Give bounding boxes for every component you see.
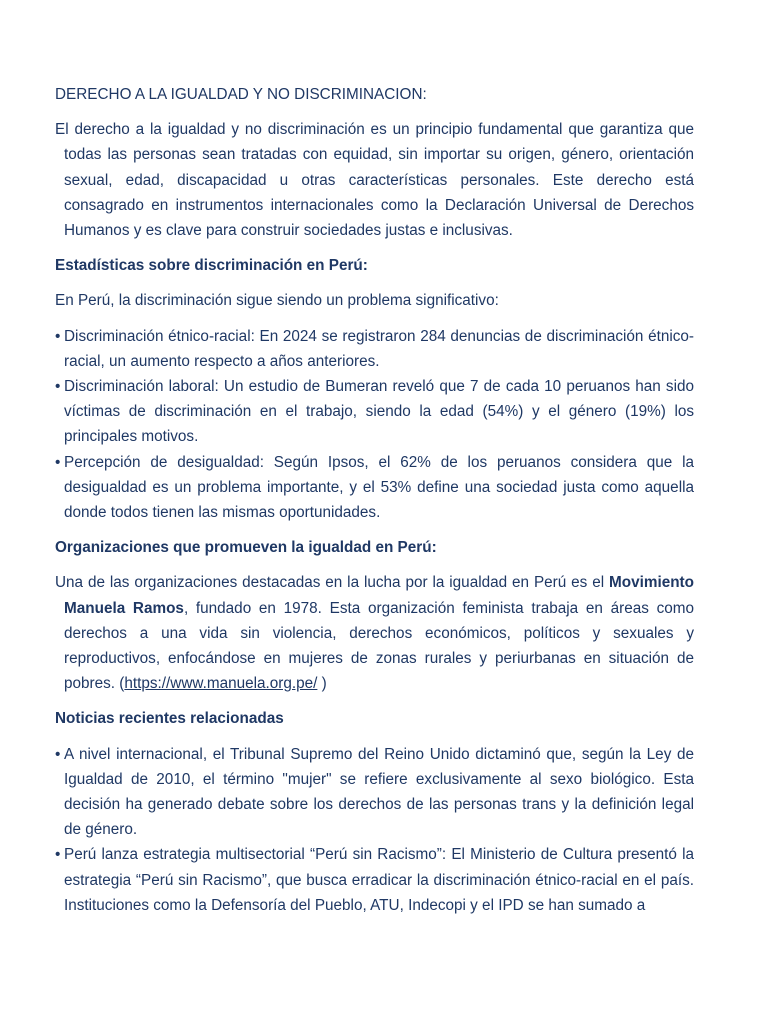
manuela-link[interactable]: https://www.manuela.org.pe/ [124,675,318,693]
stats-heading: Estadísticas sobre discriminación en Perú: [55,257,368,275]
news-heading: Noticias recientes relacionadas [55,710,284,728]
bullet-icon: • [55,846,61,864]
list-item [55,324,694,374]
org-name: Movimiento Manuela Ramos [64,574,694,617]
orgs-heading: Organizaciones que promueven la igualdad en Perú: [55,539,437,557]
orgs-paragraph [55,570,694,696]
list-item-text: Perú lanza estrategia multisectorial “Perú sin Racismo”: El Ministerio de Cultura presentó la estrategia “Perú sin Racismo”, que busca erradicar la discriminación étnico-racial en el país. Instituciones como la Defensoría del Pueblo, ATU, Indecopi y el IPD se han sumado a [64,846,694,914]
list-item [55,842,694,918]
stats-lead: En Perú, la discriminación sigue siendo un problema significativo: [55,292,499,310]
list-item-text: Discriminación étnico-racial: En 2024 se registraron 284 denuncias de discriminación étnico-racial, un aumento respecto a años anteriores. [64,327,694,370]
news-list [55,742,694,918]
bullet-icon: • [55,453,61,471]
orgs-text-end: ) [317,675,327,693]
orgs-text-before: Una de las organizaciones destacadas en la lucha por la igualdad en Perú es el [55,574,610,592]
document-page [55,82,694,928]
document-title: DERECHO A LA IGUALDAD Y NO DISCRIMINACION: [55,86,427,103]
bullet-icon: • [55,378,61,396]
intro-paragraph: El derecho a la igualdad y no discriminación es un principio fundamental que garantiza que todas las personas sean tratadas con equidad, sin importar su origen, género, orientación sexual, edad, discapacidad u otras características personales. Este derecho está consagrado en instrumentos internacionales como la Declaración Universal de Derechos Humanos y es clave para construir sociedades justas e inclusivas. [55,121,694,240]
list-item-text: Percepción de desigualdad: Según Ipsos, el 62% de los peruanos considera que la desigualdad es un problema importante, y el 53% define una sociedad justa como aquella donde todos tienen las mismas oportunidades. [64,453,694,522]
bullet-icon: • [55,327,61,345]
list-item [55,374,694,450]
orgs-text-after: , fundado en 1978. Esta organización feminista trabaja en áreas como derechos a una vida sin violencia, derechos económicos, políticos y sexuales y reproductivos, enfocándose en mujeres de zonas rurales y periurbanas en situación de pobres. ( [64,599,694,693]
bullet-icon: • [55,745,61,763]
list-item [55,450,694,526]
list-item-text: A nivel internacional, el Tribunal Supremo del Reino Unido dictaminó que, según la Ley de Igualdad de 2010, el término "mujer" se refiere exclusivamente al sexo biológico. Esta decisión ha generado debate sobre los derechos de las personas trans y la definición legal de género. [64,745,694,839]
list-item-text: Discriminación laboral: Un estudio de Bumeran reveló que 7 de cada 10 peruanos han sido víctimas de discriminación en el trabajo, siendo la edad (54%) y el género (19%) los principales motivos. [64,378,694,446]
list-item [55,742,694,843]
stats-list [55,324,694,526]
